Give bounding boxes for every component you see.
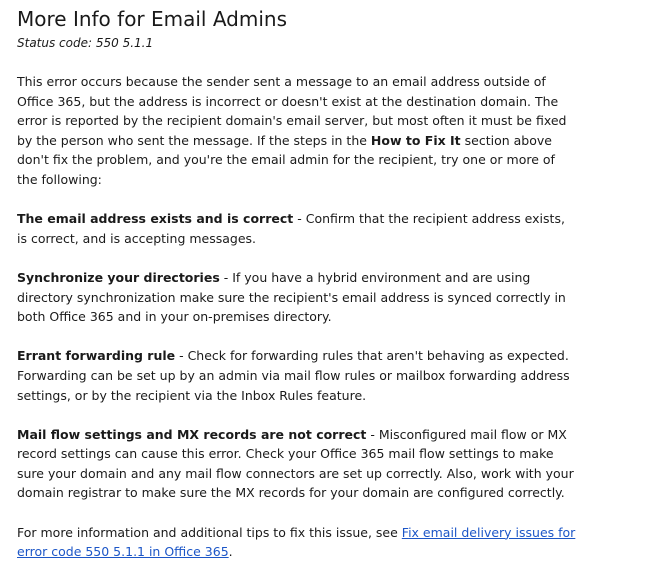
tip-address-correct <box>17 209 577 248</box>
footer-paragraph <box>17 523 577 562</box>
tip-heading: Synchronize your directories <box>17 269 220 285</box>
intro-paragraph <box>17 72 577 190</box>
intro-text-after: section above don't fix the problem, and you're the email admin for the recipient, try one or more of the following: <box>17 132 555 187</box>
fix-delivery-issues-link[interactable]: Fix email delivery issues for error code 550 5.1.1 in Office 365 <box>17 524 576 560</box>
status-code: Status code: 550 5.1.1 <box>17 36 154 50</box>
tip-sync-directories <box>17 268 577 327</box>
tip-heading: The email address exists and is correct <box>17 211 294 227</box>
intro-text-before: This error occurs because the sender sent a message to an email address outside of Office 365, but the address is incorrect or doesn't exist at the destination domain. The error is reported by the recipient domain's email server, but most often it must be fixed by the person who sent the message. If the steps in the <box>17 74 567 148</box>
tip-body: - Check for forwarding rules that aren't behaving as expected. Forwarding can be set up by an admin via mail flow rules or mailbox forwarding address settings, or by the recipient via the Inbox Rules feature. <box>17 348 570 403</box>
tip-heading: Mail flow settings and MX records are not correct <box>17 426 367 442</box>
tip-body: - Misconfigured mail flow or MX record settings can cause this error. Check your Office 365 mail flow settings to make sure your domain and any mail flow connectors are set up correctly. Also, work with your domain registrar to make sure the MX records for your domain are configured correctly. <box>17 426 574 501</box>
tip-body: - If you have a hybrid environment and are using directory synchronization make sure the recipient's email address is synced correctly in both Office 365 and in your on-premises directory. <box>17 269 566 325</box>
section-title: More Info for Email Admins <box>17 7 288 31</box>
how-to-fix-reference: How to Fix It <box>370 132 461 148</box>
tip-body: - Confirm that the recipient address exists, is correct, and is accepting messages. <box>17 211 565 246</box>
tip-mail-flow-mx <box>17 425 577 503</box>
footer-text-after: . <box>228 544 233 560</box>
tip-heading: Errant forwarding rule <box>17 348 176 364</box>
tip-forwarding-rule <box>17 346 577 405</box>
footer-text-before: For more information and additional tips to fix this issue, see <box>17 524 402 540</box>
